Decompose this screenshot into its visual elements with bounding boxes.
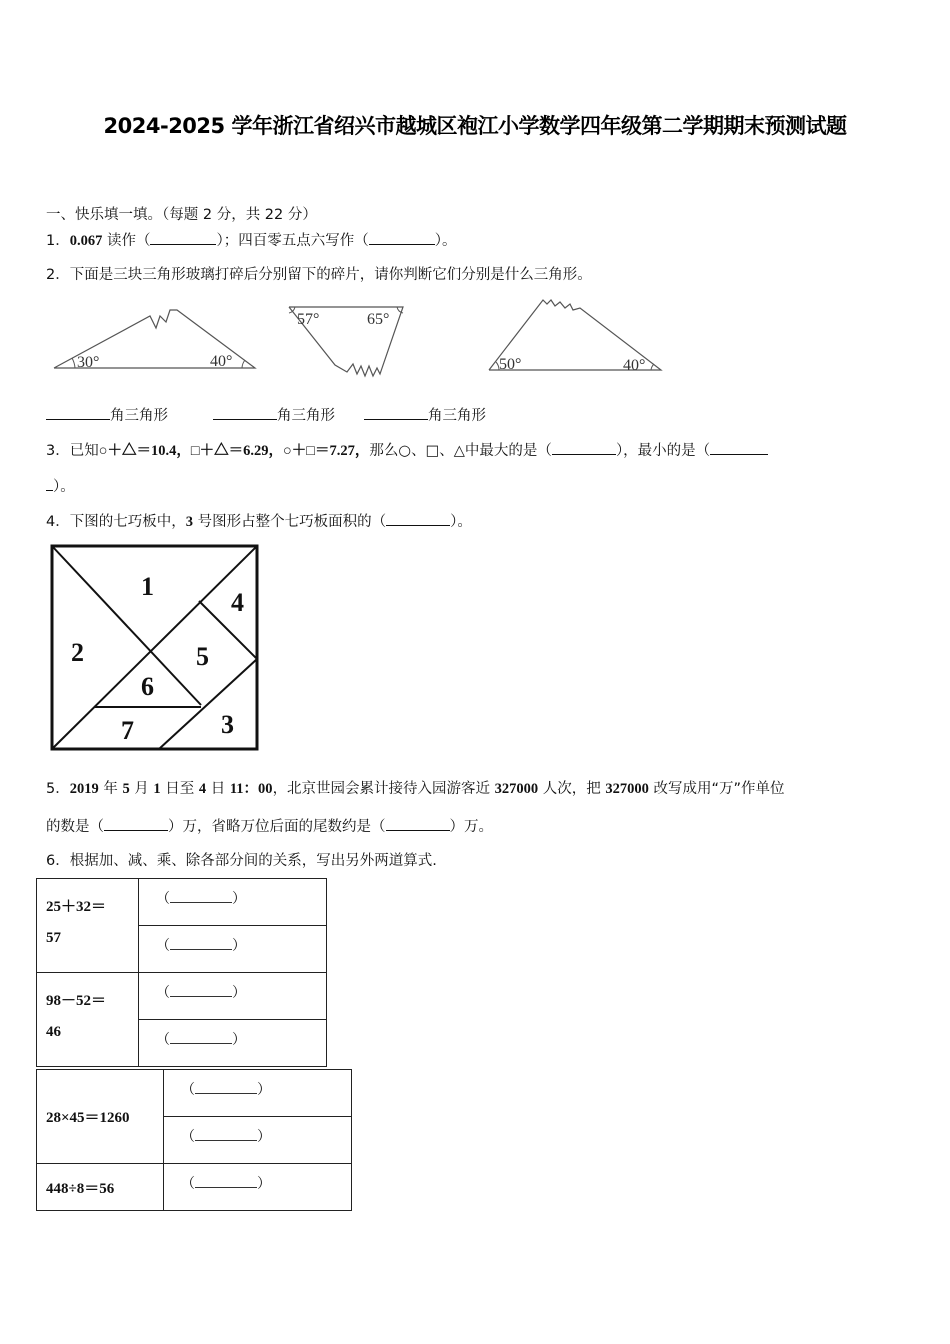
equation-cell xyxy=(37,973,139,1067)
equation-line: 46 xyxy=(46,1024,61,1040)
open-paren: （ xyxy=(181,1129,195,1145)
q5-text: 月 xyxy=(129,781,154,797)
q5-year: 2019 xyxy=(69,781,99,797)
answer-suffix: 角三角形 xyxy=(428,408,486,424)
open-paren: （ xyxy=(156,985,170,1001)
equation-line: 28×45＝1260 xyxy=(46,1110,130,1126)
tangram-label-3: 3 xyxy=(221,710,234,739)
answer-blank[interactable] xyxy=(386,818,450,831)
triangle-fragment-3 xyxy=(485,292,665,374)
q4-text-b: 号图形占整个七巧板面积的（ xyxy=(192,514,387,530)
q5-text: 人次，把 xyxy=(538,781,606,797)
answer-blank[interactable] xyxy=(195,1175,257,1188)
close-paren: ） xyxy=(257,1129,271,1145)
section-heading: 一、快乐填一填。（每题 2 分，共 22 分） xyxy=(46,207,317,223)
answer-suffix: 角三角形 xyxy=(110,408,168,424)
tangram-label-5: 5 xyxy=(196,642,209,671)
triangle-fragment-1 xyxy=(50,300,260,375)
answer-blank[interactable] xyxy=(213,407,277,420)
close-paren: ） xyxy=(232,938,246,954)
q1-text-a: 读作（ xyxy=(102,233,151,249)
equation-line: 98－52＝ xyxy=(46,993,107,1009)
page-title: 2024-2025 学年浙江省绍兴市越城区袍江小学数学四年级第二学期期末预测试题 xyxy=(103,114,847,138)
answer-blank[interactable] xyxy=(46,407,110,420)
answer-blank[interactable] xyxy=(150,232,216,245)
tangram-label-1: 1 xyxy=(141,572,154,601)
tangram-label-2: 2 xyxy=(71,638,84,667)
q5-month: 5 xyxy=(122,781,130,797)
q5-text: 日 xyxy=(206,781,230,797)
q1-value: 0.067 xyxy=(69,233,103,249)
triangle-answer-3 xyxy=(364,404,486,425)
q5-text: 改写成用“万”作单位 xyxy=(648,781,785,797)
tangram-label-4: 4 xyxy=(231,588,244,617)
q5-day1: 1 xyxy=(153,781,161,797)
q3-prefix: 3．已知 xyxy=(46,443,99,459)
q3-end: ）。 xyxy=(53,479,75,495)
answer-cell[interactable] xyxy=(164,1070,352,1117)
q1-text-b: ）；四百零五点六写作（ xyxy=(216,233,369,249)
equation-line: 25＋32＝ xyxy=(46,899,107,915)
answer-cell[interactable] xyxy=(139,926,327,973)
answer-blank[interactable] xyxy=(170,890,232,903)
answer-suffix: 角三角形 xyxy=(277,408,335,424)
close-paren: ） xyxy=(257,1176,271,1192)
q3-mid2: ），最小的是（ xyxy=(615,443,711,459)
equation-cell xyxy=(37,1164,164,1211)
close-paren: ） xyxy=(257,1082,271,1098)
question-6: 6．根据加、减、乘、除各部分间的关系，写出另外两道算式. xyxy=(46,853,437,869)
angle-label: 65° xyxy=(367,311,390,328)
answer-cell[interactable] xyxy=(139,1020,327,1067)
q5-text: ）万。 xyxy=(449,819,493,835)
q1-text-c: ）。 xyxy=(434,233,457,249)
angle-label: 40° xyxy=(623,357,646,374)
question-1 xyxy=(46,229,456,250)
q5-number: 5． xyxy=(46,781,70,797)
close-paren: ） xyxy=(232,891,246,907)
open-paren: （ xyxy=(181,1176,195,1192)
answer-blank[interactable] xyxy=(552,442,616,455)
answer-cell[interactable] xyxy=(164,1164,352,1211)
angle-label: 57° xyxy=(297,311,320,328)
angle-label: 50° xyxy=(499,356,522,373)
q3-eq1: ○＋△＝10.4， xyxy=(98,443,191,459)
q5-text: ）万，省略万位后面的尾数约是（ xyxy=(168,819,386,835)
answer-blank[interactable] xyxy=(46,478,53,491)
q5-number-value: 327000 xyxy=(605,781,649,797)
equation-line: 57 xyxy=(46,930,61,946)
triangle-fragment-2 xyxy=(285,302,410,382)
q5-time: 11：00 xyxy=(229,781,273,797)
q5-text: 的数是（ xyxy=(46,819,104,835)
equation-cell xyxy=(37,879,139,973)
answer-blank[interactable] xyxy=(170,1031,232,1044)
answer-blank[interactable] xyxy=(364,407,428,420)
question-2: 2．下面是三块三角形玻璃打碎后分别留下的碎片，请你判断它们分别是什么三角形。 xyxy=(46,267,592,283)
close-paren: ） xyxy=(232,1032,246,1048)
q5-day2: 4 xyxy=(198,781,207,797)
answer-blank[interactable] xyxy=(369,232,435,245)
open-paren: （ xyxy=(156,891,170,907)
answer-blank[interactable] xyxy=(104,818,168,831)
question-3-cont xyxy=(46,475,75,496)
tangram-label-7: 7 xyxy=(121,716,134,745)
question-4 xyxy=(46,510,472,531)
question-5-cont xyxy=(46,815,493,836)
answer-blank[interactable] xyxy=(170,937,232,950)
close-paren: ） xyxy=(232,985,246,1001)
calc-table-2 xyxy=(36,1069,352,1211)
q5-text: ，北京世园会累计接待入园游客近 xyxy=(272,781,495,797)
answer-cell[interactable] xyxy=(164,1117,352,1164)
open-paren: （ xyxy=(156,938,170,954)
equation-cell xyxy=(37,1070,164,1164)
angle-label: 30° xyxy=(77,354,100,371)
equation-line: 448÷8＝56 xyxy=(46,1180,115,1197)
tangram-diagram xyxy=(49,543,261,753)
q5-text: 日至 xyxy=(160,781,199,797)
answer-blank[interactable] xyxy=(386,513,450,526)
answer-blank[interactable] xyxy=(195,1081,257,1094)
answer-blank[interactable] xyxy=(710,442,768,455)
q5-text: 年 xyxy=(98,781,123,797)
q3-eq2: □＋△＝6.29， xyxy=(190,443,284,459)
q4-text-a: 4．下图的七巧板中， xyxy=(46,514,186,530)
triangle-answer-1 xyxy=(46,404,168,425)
calc-table-1 xyxy=(36,878,327,1067)
triangle-answer-2 xyxy=(213,404,335,425)
q3-mid: 那么○、□、△中最大的是（ xyxy=(369,443,552,459)
question-3 xyxy=(46,439,768,460)
answer-blank[interactable] xyxy=(195,1128,257,1141)
open-paren: （ xyxy=(156,1032,170,1048)
tangram-label-6: 6 xyxy=(141,672,154,701)
open-paren: （ xyxy=(181,1082,195,1098)
answer-blank[interactable] xyxy=(170,984,232,997)
q4-text-c: ）。 xyxy=(450,514,472,530)
q5-number-value: 327000 xyxy=(494,781,539,797)
answer-cell[interactable] xyxy=(139,879,327,926)
q3-eq3: ○＋□＝7.27， xyxy=(283,443,370,459)
angle-label: 40° xyxy=(210,353,233,370)
answer-cell[interactable] xyxy=(139,973,327,1020)
q4-num: 3 xyxy=(185,514,193,530)
question-5 xyxy=(46,777,785,798)
q1-number: 1． xyxy=(46,233,70,249)
